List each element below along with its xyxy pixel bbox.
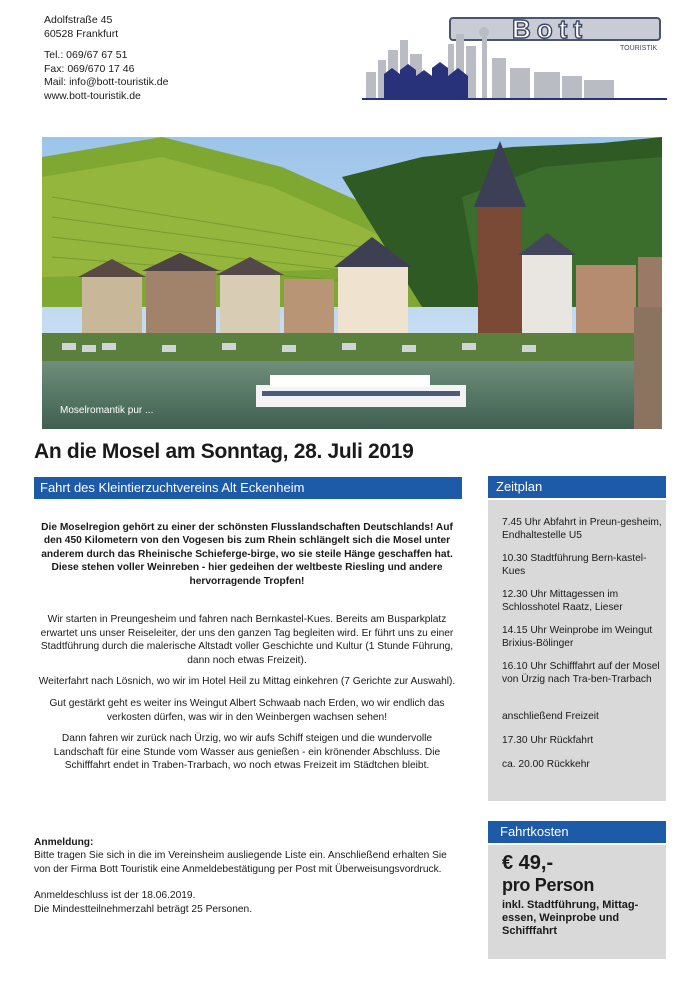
paragraph: Dann fahren wir zurück nach Ürzig, wo wir aufs Schiff steigen und die wundervolle Landschaft für eine Stunde vom Wasser aus genießen - ein krönender Abschluss. Die Schifffahrt endet in Traben-Trarbach, wo noch etwas Freizeit im Städtchen bleibt.: [53, 733, 441, 772]
paragraph: Gut gestärkt geht es weiter ins Weingut Albert Schwaab nach Erden, wo wir endlich das verkosten dürfen, was wir in den Weinbergen wachsen sehen!: [49, 697, 445, 723]
description: [38, 613, 456, 781]
schedule-item: 10.30 Stadtführung Bern-kastel-Kues: [502, 553, 647, 578]
schedule-item: 7.45 Uhr Abfahrt in Preun-gesheim, Endhaltestelle U5: [502, 517, 662, 542]
address-street: Adolfstraße 45: [44, 14, 113, 26]
registration-deadline: Anmeldeschluss ist der 18.06.2019.: [34, 890, 196, 902]
address-city: 60528 Frankfurt: [44, 27, 119, 40]
price-included: inkl. Stadtführung, Mittag-essen, Weinprobe und Schifffahrt: [502, 899, 639, 937]
schedule-header: Zeitplan: [488, 476, 666, 498]
schedule-item: anschließend Freizeit: [502, 711, 599, 722]
address-tel: Tel.: 069/67 67 51: [44, 49, 128, 62]
club-bar: Fahrt des Kleintierzuchtvereins Alt Eckenheim: [34, 477, 462, 499]
schedule-item: 12.30 Uhr Mittagessen im Schlosshotel Raatz, Lieser: [502, 589, 623, 614]
address-fax: Fax: 069/670 17 46: [44, 62, 135, 75]
paragraph: Weiterfahrt nach Lösnich, wo wir im Hotel Heil zu Mittag einkehren (7 Gerichte zur Auswahl).: [38, 676, 456, 688]
price-per-person: pro Person: [502, 875, 595, 895]
schedule-item: ca. 20.00 Rückkehr: [502, 759, 590, 770]
schedule-panel: [488, 500, 666, 801]
price: € 49,-: [502, 852, 554, 874]
logo-wordmark: Bott: [512, 14, 588, 44]
intro-text: Die Moselregion gehört zu einer der schönsten Flusslandschaften Deutschlands! Auf den 450 Kilometern von den Vogesen bis zum Rhein schlängelt sich die Mosel unter anderem durch das Rheinische Schieferge-birge, wo sie steile Hänge geschaffen hat. Diese stehen voller Weinreben - hier gedeihen der weltbeste Riesling und andere hervorragende Tropfen!: [41, 522, 453, 587]
address-block: [44, 14, 168, 104]
registration-text: Bitte tragen Sie sich in die im Vereinsheim ausliegende Liste ein. Anschließend erhalten Sie von der Firma Bott Touristik eine Anmeldebestätigung per Post mit Überweisungsvordruck.: [34, 850, 447, 875]
schedule-item: 16.10 Uhr Schifffahrt auf der Mosel von Ürzig nach Tra-ben-Trarbach: [502, 661, 660, 686]
sidebar: [488, 476, 666, 960]
mosel-photo: [42, 137, 662, 429]
address-mail: Mail: info@bott-touristik.de: [44, 76, 169, 89]
registration-minimum: Die Mindestteilnehmerzahl beträgt 25 Personen.: [34, 903, 253, 915]
costs-header: Fahrtkosten: [488, 821, 666, 843]
address-web: www.bott-touristik.de: [44, 89, 141, 102]
bott-touristik-logo: [362, 10, 672, 102]
schedule-item: 14.15 Uhr Weinprobe im Weingut Brixius-Bölinger: [502, 625, 653, 650]
costs-panel: [488, 845, 666, 959]
logo-sub: TOURISTIK: [620, 45, 658, 52]
schedule-item: 17.30 Uhr Rückfahrt: [502, 735, 594, 746]
registration-block: [34, 836, 464, 916]
paragraph: Wir starten in Preungesheim und fahren nach Bernkastel-Kues. Bereits am Busparkplatz erwartet uns unser Reiseleiter, der uns den ganzen Tag begleiten wird. Er führt uns zu einer Stadtführung durch die malerische Altstadt voller Geschichte und Kultur (1 Stunde Führung, dann noch etwas Freizeit).: [40, 614, 454, 666]
photo-caption: Moselromantik pur ...: [60, 405, 154, 416]
page-title: An die Mosel am Sonntag, 28. Juli 2019: [34, 440, 414, 463]
registration-title: Anmeldung:: [34, 837, 94, 848]
